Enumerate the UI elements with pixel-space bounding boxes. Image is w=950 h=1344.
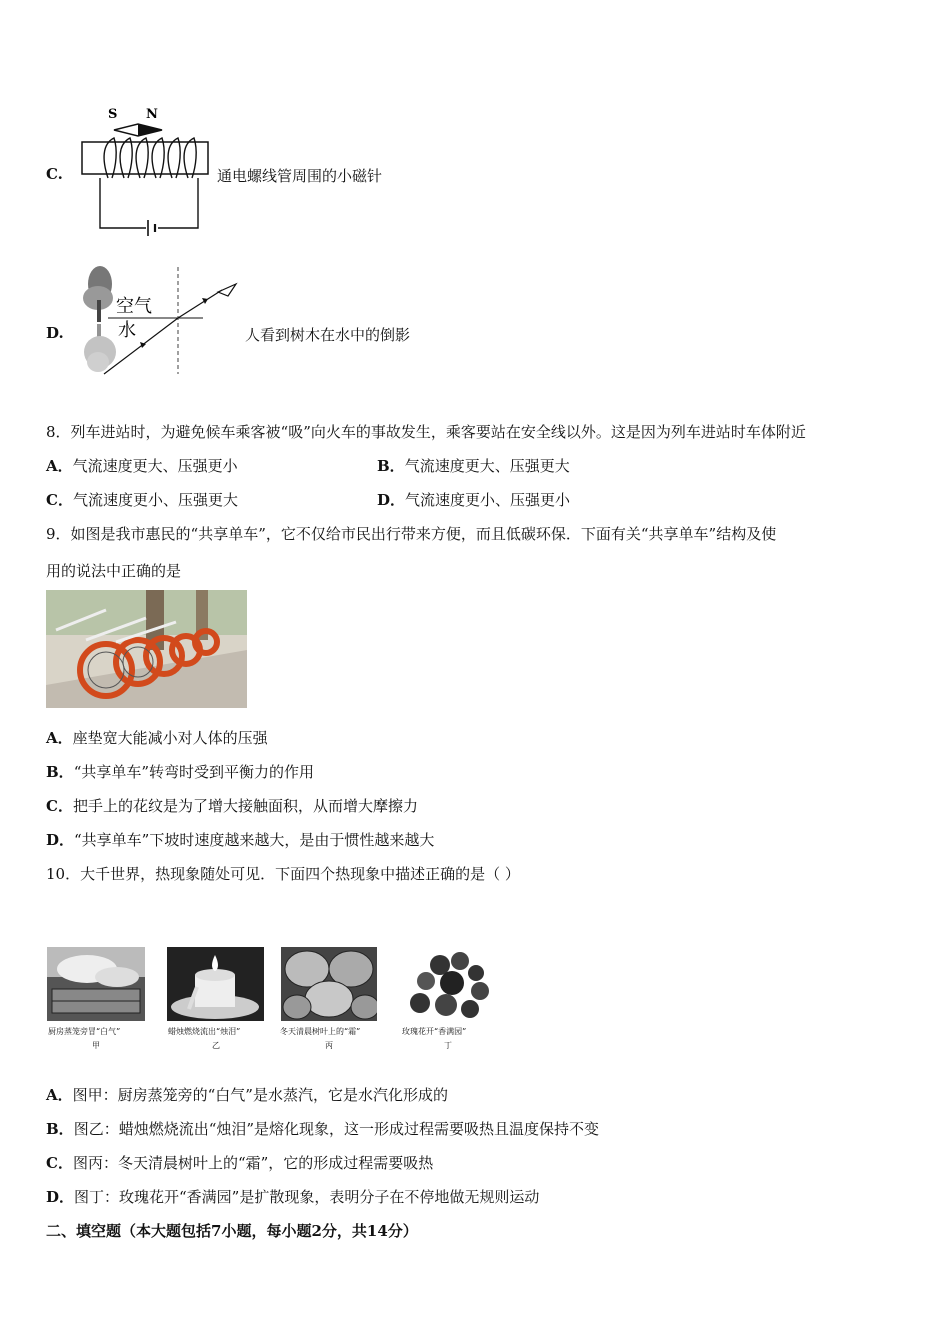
figure-frost-photo [281,947,377,1021]
figure-candle-photo [167,947,264,1021]
q7-option-c-label: C. [46,165,63,183]
q7-option-d-label: D. [46,324,64,342]
figure-steamer-photo [47,947,145,1021]
q10-option-d: D．图丁：玫瑰花开“香满园”是扩散现象，表明分子在不停地做无规则运动 [46,1188,540,1206]
figure-rose-photo [400,947,498,1021]
solenoid-tube [82,142,208,174]
q9-stem-line2: 用的说法中正确的是 [46,562,182,580]
figure-caption-bing: 冬天清晨树叶上的“霜” [280,1027,361,1036]
tree-icon [83,266,113,322]
reflected-ray [178,290,222,318]
q8-option-b: B．气流速度更大、压强更大 [377,457,570,475]
q9-option-c: C．把手上的花纹是为了增大接触面积，从而增大摩擦力 [46,797,418,815]
arrow-icon [202,298,208,304]
q10-option-a: A．图甲：厨房蒸笼旁的“白气”是水蒸汽，它是水汽化形成的 [46,1086,448,1104]
solenoid-diagram [78,100,218,240]
figure-caption-ding: 玫瑰花开“香满园” [402,1027,467,1036]
figure-tag-ding: 丁 [444,1041,452,1050]
q7-option-c-text: 通电螺线管周围的小磁针 [217,167,383,185]
q9-option-b: B．“共享单车”转弯时受到平衡力的作用 [46,763,315,781]
q8-option-a: A．气流速度更大、压强更小 [46,457,238,475]
figure-tag-yi: 乙 [212,1041,220,1050]
water-label: 水 [118,320,136,341]
incident-ray [104,318,178,374]
q8-option-d: D．气流速度更小、压强更小 [377,491,571,509]
figure-tag-jia: 甲 [92,1041,100,1050]
pole-s-label: S [108,107,118,122]
tree-reflection-icon [84,324,116,372]
q10-option-c: C．图丙：冬天清晨树叶上的“霜”，它的形成过程需要吸热 [46,1154,434,1172]
reflection-diagram [78,262,243,377]
figure-caption-yi: 蜡烛燃烧流出“烛泪” [168,1027,241,1036]
pole-n-label: N [146,107,158,122]
figure-tag-bing: 丙 [325,1041,333,1050]
q7-option-d-text: 人看到树木在水中的倒影 [245,326,411,344]
shared-bike-photo [46,590,247,708]
eye-icon [218,284,236,296]
q8-stem: 8．列车进站时，为避免候车乘客被“吸”向火车的事故发生，乘客要站在安全线以外。这是因为列车进站时车体附近 [46,423,806,441]
q8-option-c: C．气流速度更小、压强更大 [46,491,238,509]
q9-option-a: A．座垫宽大能减小对人体的压强 [46,729,268,747]
air-label: 空气 [116,296,152,317]
q9-stem-line1: 9．如图是我市惠民的“共享单车”，它不仅给市民出行带来方便，而且低碳环保．下面有关“共享单车”结构及使 [46,525,777,543]
figure-caption-jia: 厨房蒸笼旁冒“白气” [48,1027,121,1036]
q10-stem: 10．大千世界，热现象随处可见．下面四个热现象中描述正确的是（ ） [46,865,520,883]
q9-option-d: D．“共享单车”下坡时速度越来越大，是由于惯性越来越大 [46,831,435,849]
section-2-title: 二、填空题（本大题包括7小题，每小题2分，共14分） [46,1222,418,1240]
q10-option-b: B．图乙：蜡烛燃烧流出“烛泪”是熔化现象，这一形成过程需要吸热且温度保持不变 [46,1120,600,1138]
